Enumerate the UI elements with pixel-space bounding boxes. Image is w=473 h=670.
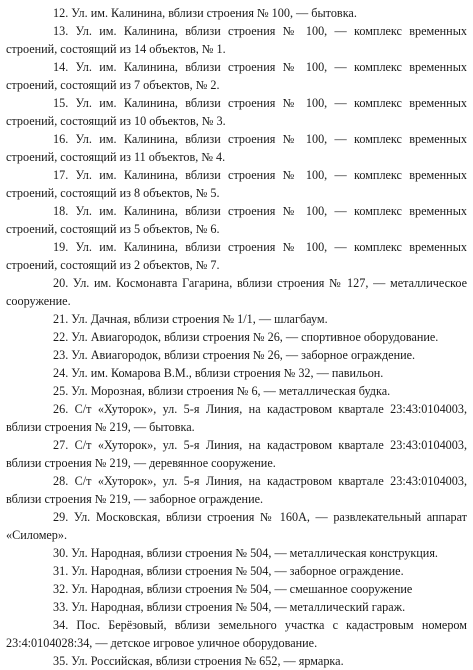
- list-item: 17. Ул. им. Калинина, вблизи строения № 100, — комплекс временных строений, состоящий из 8 объектов, № 5.: [6, 168, 467, 200]
- list-item: 32. Ул. Народная, вблизи строения № 504, — смешанное сооружение: [53, 582, 413, 596]
- list-item: 20. Ул. им. Космонавта Гагарина, вблизи строения № 127, — металлическое сооружение.: [6, 276, 467, 308]
- list-item: 18. Ул. им. Калинина, вблизи строения № 100, — комплекс временных строений, состоящий из 5 объектов, № 6.: [6, 204, 467, 236]
- list-item: 25. Ул. Морозная, вблизи строения № 6, — металлическая будка.: [53, 384, 391, 398]
- list-item: 33. Ул. Народная, вблизи строения № 504, — металлический гараж.: [53, 600, 406, 614]
- list-item: 19. Ул. им. Калинина, вблизи строения № 100, — комплекс временных строений, состоящий из 2 объектов, № 7.: [6, 240, 467, 272]
- list-item: 29. Ул. Московская, вблизи строения № 160А, — развлекательный аппарат «Силомер».: [6, 510, 467, 542]
- list-item: 12. Ул. им. Калинина, вблизи строения № 100, — бытовка.: [53, 6, 357, 20]
- list-item: 27. С/т «Хуторок», ул. 5-я Линия, на кадастровом квартале 23:43:0104003, вблизи строения № 219, — деревянное сооружение.: [6, 438, 467, 470]
- list-item: 30. Ул. Народная, вблизи строения № 504, — металлическая конструкция.: [53, 546, 438, 560]
- list-item: 22. Ул. Авиагородок, вблизи строения № 26, — спортивное оборудование.: [53, 330, 439, 344]
- list-item: 14. Ул. им. Калинина, вблизи строения № 100, — комплекс временных строений, состоящий из 7 объектов, № 2.: [6, 60, 467, 92]
- list-item: 16. Ул. им. Калинина, вблизи строения № 100, — комплекс временных строений, состоящий из 11 объектов, № 4.: [6, 132, 467, 164]
- list-item: 21. Ул. Дачная, вблизи строения № 1/1, — шлагбаум.: [53, 312, 328, 326]
- list-item: 34. Пос. Берёзовый, вблизи земельного участка с кадастровым номером 23:4:0104028:34, — детское игровое уличное оборудование.: [6, 618, 467, 650]
- list-item: 23. Ул. Авиагородок, вблизи строения № 26, — заборное ограждение.: [53, 348, 416, 362]
- list-item: 35. Ул. Российская, вблизи строения № 652, — ярмарка.: [53, 654, 344, 668]
- document-page: [6, 4, 467, 670]
- list-item: 26. С/т «Хуторок», ул. 5-я Линия, на кадастровом квартале 23:43:0104003, вблизи строения № 219, — бытовка.: [6, 402, 467, 434]
- list-item: 15. Ул. им. Калинина, вблизи строения № 100, — комплекс временных строений, состоящий из 10 объектов, № 3.: [6, 96, 467, 128]
- list-item: 24. Ул. им. Комарова В.М., вблизи строения № 32, — павильон.: [53, 366, 384, 380]
- list-item: 31. Ул. Народная, вблизи строения № 504, — заборное ограждение.: [53, 564, 404, 578]
- list-item: 13. Ул. им. Калинина, вблизи строения № 100, — комплекс временных строений, состоящий из 14 объектов, № 1.: [6, 24, 467, 56]
- list-item: 28. С/т «Хуторок», ул. 5-я Линия, на кадастровом квартале 23:43:0104003, вблизи строения № 219, — заборное ограждение.: [6, 474, 467, 506]
